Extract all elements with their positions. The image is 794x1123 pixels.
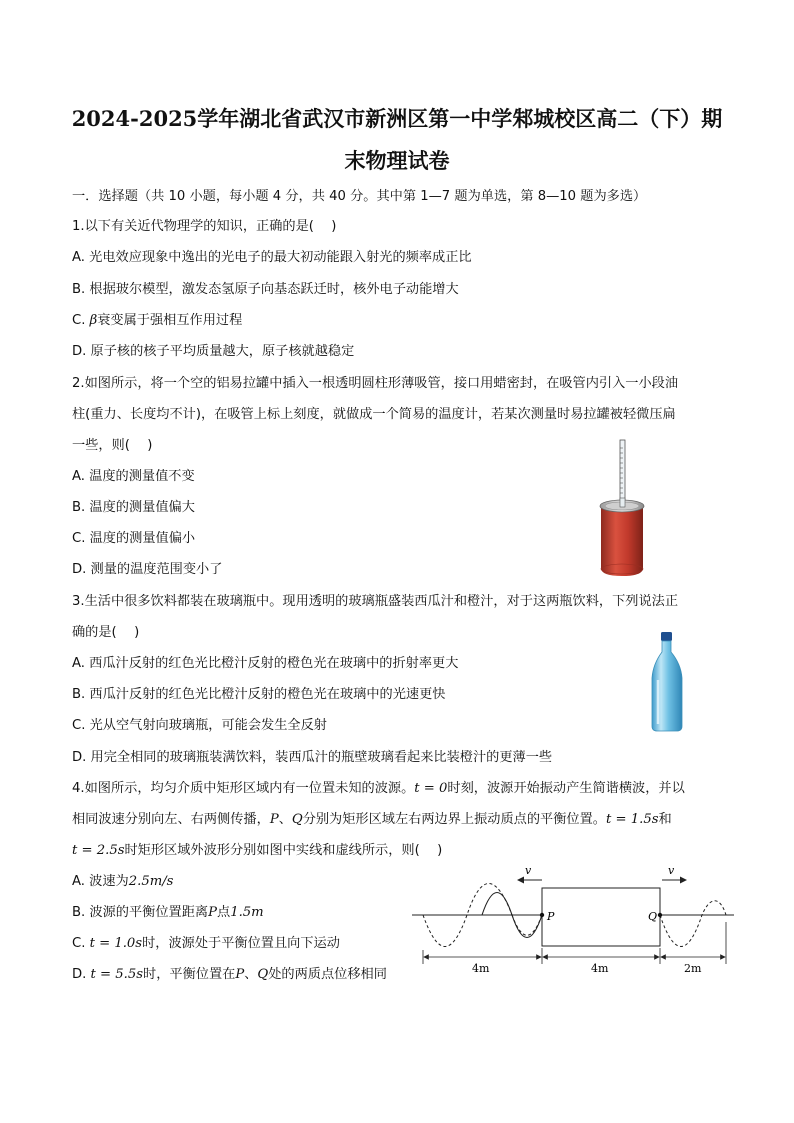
q4-d-post: 处的两质点位移相同 [268, 967, 387, 982]
q4-d-sep: 、 [244, 967, 258, 982]
q4-option-a [72, 872, 173, 892]
can-body [601, 508, 643, 576]
q4-option-c [72, 934, 340, 954]
q2-option-d: D. 测量的温度范围变小了 [72, 562, 223, 577]
q4-stem2-d: 和 [658, 812, 672, 827]
q1-c-text: 衰变属于强相互作用过程 [97, 313, 243, 328]
can-thermometer-figure [590, 438, 650, 580]
glass-bottle-figure [644, 630, 690, 734]
bottle-body [652, 641, 682, 731]
section-heading: 一．选择题（共 10 小题，每小题 4 分，共 40 分。其中第 1—7 题为单选，第 8—10 题为多选） [72, 189, 647, 204]
q1-c-beta: β [89, 313, 98, 328]
q4-stem2-b: 、 [278, 812, 292, 827]
q4-option-b [72, 903, 264, 923]
wave-diagram [408, 862, 738, 974]
q4-option-d [72, 965, 387, 985]
q1-c-prefix: C. [72, 313, 90, 328]
label-p: P [547, 910, 555, 923]
q1-option-c [72, 311, 242, 331]
dim-label-right: 2m [684, 962, 702, 974]
straw-tube [620, 440, 625, 504]
q4-b-pre: B. 波源的平衡位置距离 [72, 905, 209, 920]
q3-option-b: B. 西瓜汁反射的红色光比橙汁反射的橙色光在玻璃中的光速更快 [72, 687, 446, 702]
bottle-cap [661, 632, 672, 641]
q4-stem2-p: P [269, 812, 279, 827]
exam-title-line2: 末物理试卷 [344, 148, 450, 173]
label-q: Q [648, 910, 658, 923]
q4-stem3-rest: 时矩形区域外波形分别如图中实线和虚线所示，则( ) [124, 843, 443, 858]
q4-stem-line2 [72, 810, 672, 830]
q4-c-pre: C. [72, 936, 90, 951]
q1-option-a: A. 光电效应现象中逸出的光电子的最大初动能跟入射光的频率成正比 [72, 250, 472, 265]
q3-option-c: C. 光从空气射向玻璃瓶，可能会发生全反射 [72, 718, 327, 733]
point-p [540, 913, 544, 917]
dim-label-mid: 4m [591, 962, 609, 974]
q1-option-b: B. 根据玻尔模型，激发态氢原子向基态跃迁时，核外电子动能增大 [72, 282, 459, 297]
q4-stem1-post: 时刻，波源开始振动产生简谐横波，并以 [447, 781, 685, 796]
q4-b-mid: 点 [217, 905, 231, 920]
q4-a-pre: A. 波速为 [72, 874, 129, 889]
q4-d-mid: 时，平衡位置在 [143, 967, 236, 982]
v-label-right: v [668, 864, 675, 877]
q4-d-t: t = 5.5s [90, 967, 144, 982]
q4-stem1-pre: 4.如图所示，均匀介质中矩形区域内有一位置未知的波源。 [72, 781, 415, 796]
q1-option-d: D. 原子核的核子平均质量越大，原子核就越稳定 [72, 344, 355, 359]
wave-dashed-right [660, 901, 726, 947]
q1-stem: 1.以下有关近代物理学的知识，正确的是( ) [72, 219, 337, 234]
q4-stem3-t: t = 2.5s [72, 843, 125, 858]
q4-stem2-a: 相同波速分别向左、右两侧传播， [72, 812, 270, 827]
q2-stem-line2: 柱(重力、长度均不计)，在吸管上标上刻度，就做成一个简易的温度计，若某次测量时易拉罐被轻微压扁 [72, 407, 676, 422]
q4-b-p: P [208, 905, 217, 920]
point-q [658, 913, 662, 917]
q4-c-t: t = 1.0s [89, 936, 143, 951]
q4-c-post: 时，波源处于平衡位置且向下运动 [142, 936, 340, 951]
q4-b-val: 1.5m [230, 905, 264, 920]
q4-stem-line3 [72, 841, 442, 861]
q4-a-val: 2.5m/s [128, 874, 174, 889]
q3-stem-line1: 3.生活中很多饮料都装在玻璃瓶中。现用透明的玻璃瓶盛装西瓜汁和橙汁，对于这两瓶饮料，下列说法正 [72, 594, 679, 609]
q2-option-c: C. 温度的测量值偏小 [72, 531, 196, 546]
q4-stem-line1 [72, 779, 685, 799]
q3-stem-line2: 确的是( ) [72, 625, 140, 640]
v-label-left: v [525, 864, 532, 877]
q2-option-a: A. 温度的测量值不变 [72, 469, 195, 484]
q2-stem-line1: 2.如图所示，将一个空的铝易拉罐中插入一根透明圆柱形薄吸管，接口用蜡密封，在吸管内引入一小段油 [72, 376, 679, 391]
q4-d-p: P [235, 967, 245, 982]
q2-stem-line3: 一些，则( ) [72, 438, 153, 453]
q4-stem2-q: Q [291, 812, 303, 827]
q3-option-d: D. 用完全相同的玻璃瓶装满饮料，装西瓜汁的瓶壁玻璃看起来比装橙汁的更薄一些 [72, 750, 553, 765]
exam-title-line1: 2024-2025学年湖北省武汉市新洲区第一中学邾城校区高二（下）期 [71, 106, 723, 131]
q4-stem1-t0: t = 0 [414, 781, 448, 796]
q2-option-b: B. 温度的测量值偏大 [72, 500, 195, 515]
source-region-rect [542, 888, 660, 946]
dim-label-left: 4m [472, 962, 490, 974]
q4-d-q: Q [257, 967, 269, 982]
q3-option-a: A. 西瓜汁反射的红色光比橙汁反射的橙色光在玻璃中的折射率更大 [72, 656, 459, 671]
q4-stem2-c: 分别为矩形区域左右两边界上振动质点的平衡位置。 [302, 812, 606, 827]
q4-stem2-t: t = 1.5s [606, 812, 659, 827]
q4-d-pre: D. [72, 967, 91, 982]
